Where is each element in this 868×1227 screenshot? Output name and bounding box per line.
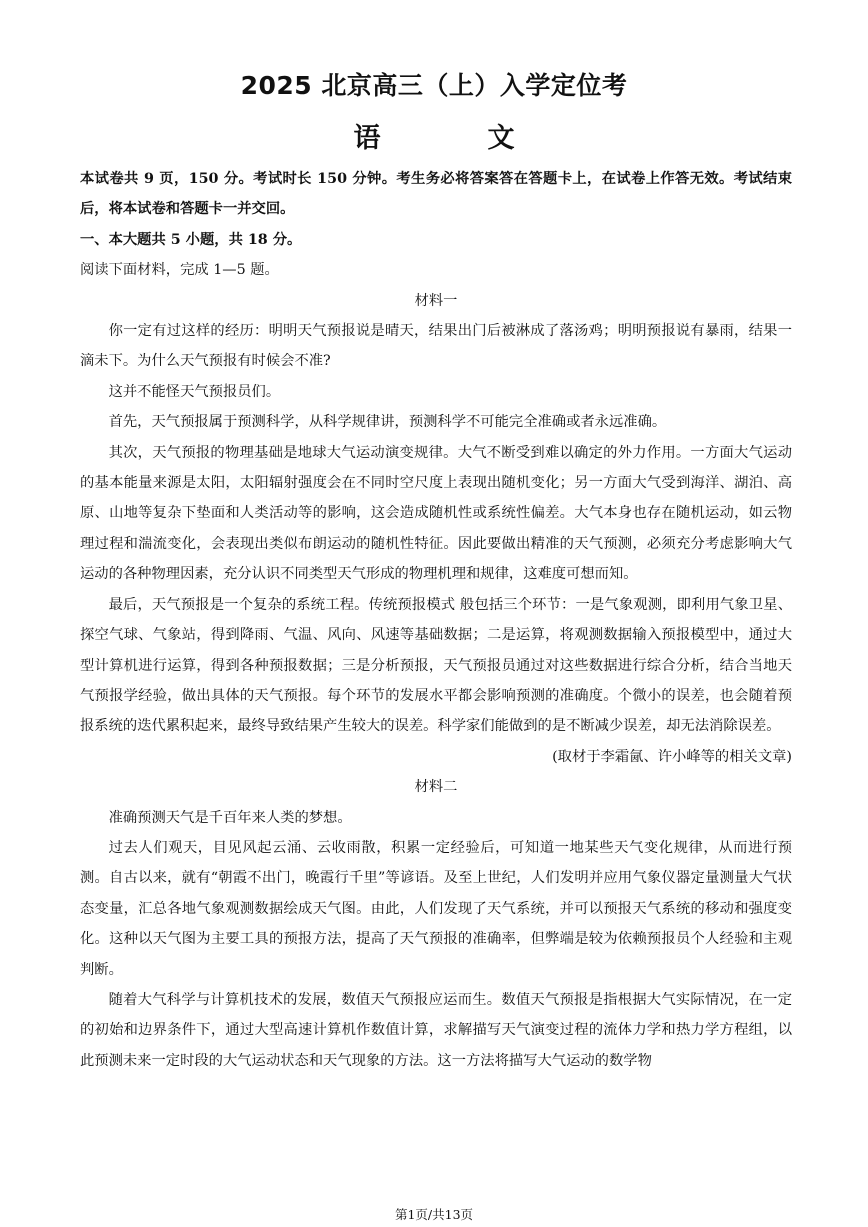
section-title: 一、本大题共 5 小题，共 18 分。 [80,231,302,248]
material-heading: 材料一 [414,292,458,309]
exam-title: 2025 北京高三（上）入学定位考 [240,71,628,100]
page-number: 第1页/共13页 [394,1207,474,1222]
source-citation: (取材于李霜氤、许小峰等的相关文章) [552,748,792,765]
paragraph: 其次，天气预报的物理基础是地球大气运动演变规律。大气不断受到难以确定的外力作用。一方面大气运动的基本能量来源是太阳，太阳辐射强度会在不同时空尺度上表现出随机变化；另一方面大气受到海洋、湖泊、高原、山地等复杂下垫面和人类活动等的影响，这会造成随机性或系统性偏差。大气本身也存在随机运动，如云物理过程和湍流变化，会表现出类似布朗运动的随机性特征。因此要做出精准的天气预测，必须充分考虑影响大气运动的各种物理因素，充分认识不同类型天气形成的物理机理和规律，这难度可想而知。 [80,444,792,583]
subject-title: 语 文 [353,123,555,154]
reading-instruction: 阅读下面材料，完成 1—5 题。 [80,262,279,279]
exam-notice: 本试卷共 9 页，150 分。考试时长 150 分钟。考生务必将答案答在答题卡上，在试卷上作答无效。考试结束后，将本试卷和答题卡一并交回。 [80,171,792,218]
paragraph: 过去人们观天，目见风起云涌、云收雨散，积累一定经验后，可知道一地某些天气变化规律，从而进行预测。自古以来，就有“朝霞不出门，晚霞行千里”等谚语。及至上世纪，人们发明并应用气象仪器定量测量大气状态变量，汇总各地气象观测数据绘成天气图。由此，人们发现了天气系统，并可以预报天气系统的移动和强度变化。这种以天气图为主要工具的预报方法，提高了天气预报的准确率，但弊端是较为依赖预报员个人经验和主观判断。 [80,839,792,978]
exam-content [80,164,792,1076]
paragraph: 首先，天气预报属于预测科学，从科学规律讲，预测科学不可能完全准确或者永远准确。 [108,414,667,431]
paragraph: 准确预测天气是千百年来人类的梦想。 [108,809,352,826]
paragraph: 这并不能怪天气预报员们。 [108,383,281,400]
paragraph: 随着大气科学与计算机技术的发展，数值天气预报应运而生。数值天气预报是指根据大气实际情况，在一定的初始和边界条件下，通过大型高速计算机作数值计算，求解描写天气演变过程的流体力学和热力学方程组，以此预测未来一定时段的大气运动状态和天气现象的方法。这一方法将描写大气运动的数学物 [80,991,792,1069]
paragraph: 最后，天气预报是一个复杂的系统工程。传统预报模式 般包括三个环节：一是气象观测，即利用气象卫星、探空气球、气象站，得到降雨、气温、风向、风速等基础数据；二是运算，将观测数据输入预报模型中，通过大型计算机进行运算，得到各种预报数据；三是分析预报，天气预报员通过对这些数据进行综合分析，结合当地天气预报学经验，做出具体的天气预报。每个环节的发展水平都会影响预测的准确度。个微小的误差，也会随着预报系统的迭代累积起来，最终导致结果产生较大的误差。科学家们能做到的是不断减少误差，却无法消除误差。 [80,596,792,735]
material-heading: 材料二 [414,779,458,796]
paragraph: 你一定有过这样的经历：明明天气预报说是晴天，结果出门后被淋成了落汤鸡；明明预报说有暴雨，结果一滴未下。为什么天气预报有时候会不准? [80,323,792,370]
